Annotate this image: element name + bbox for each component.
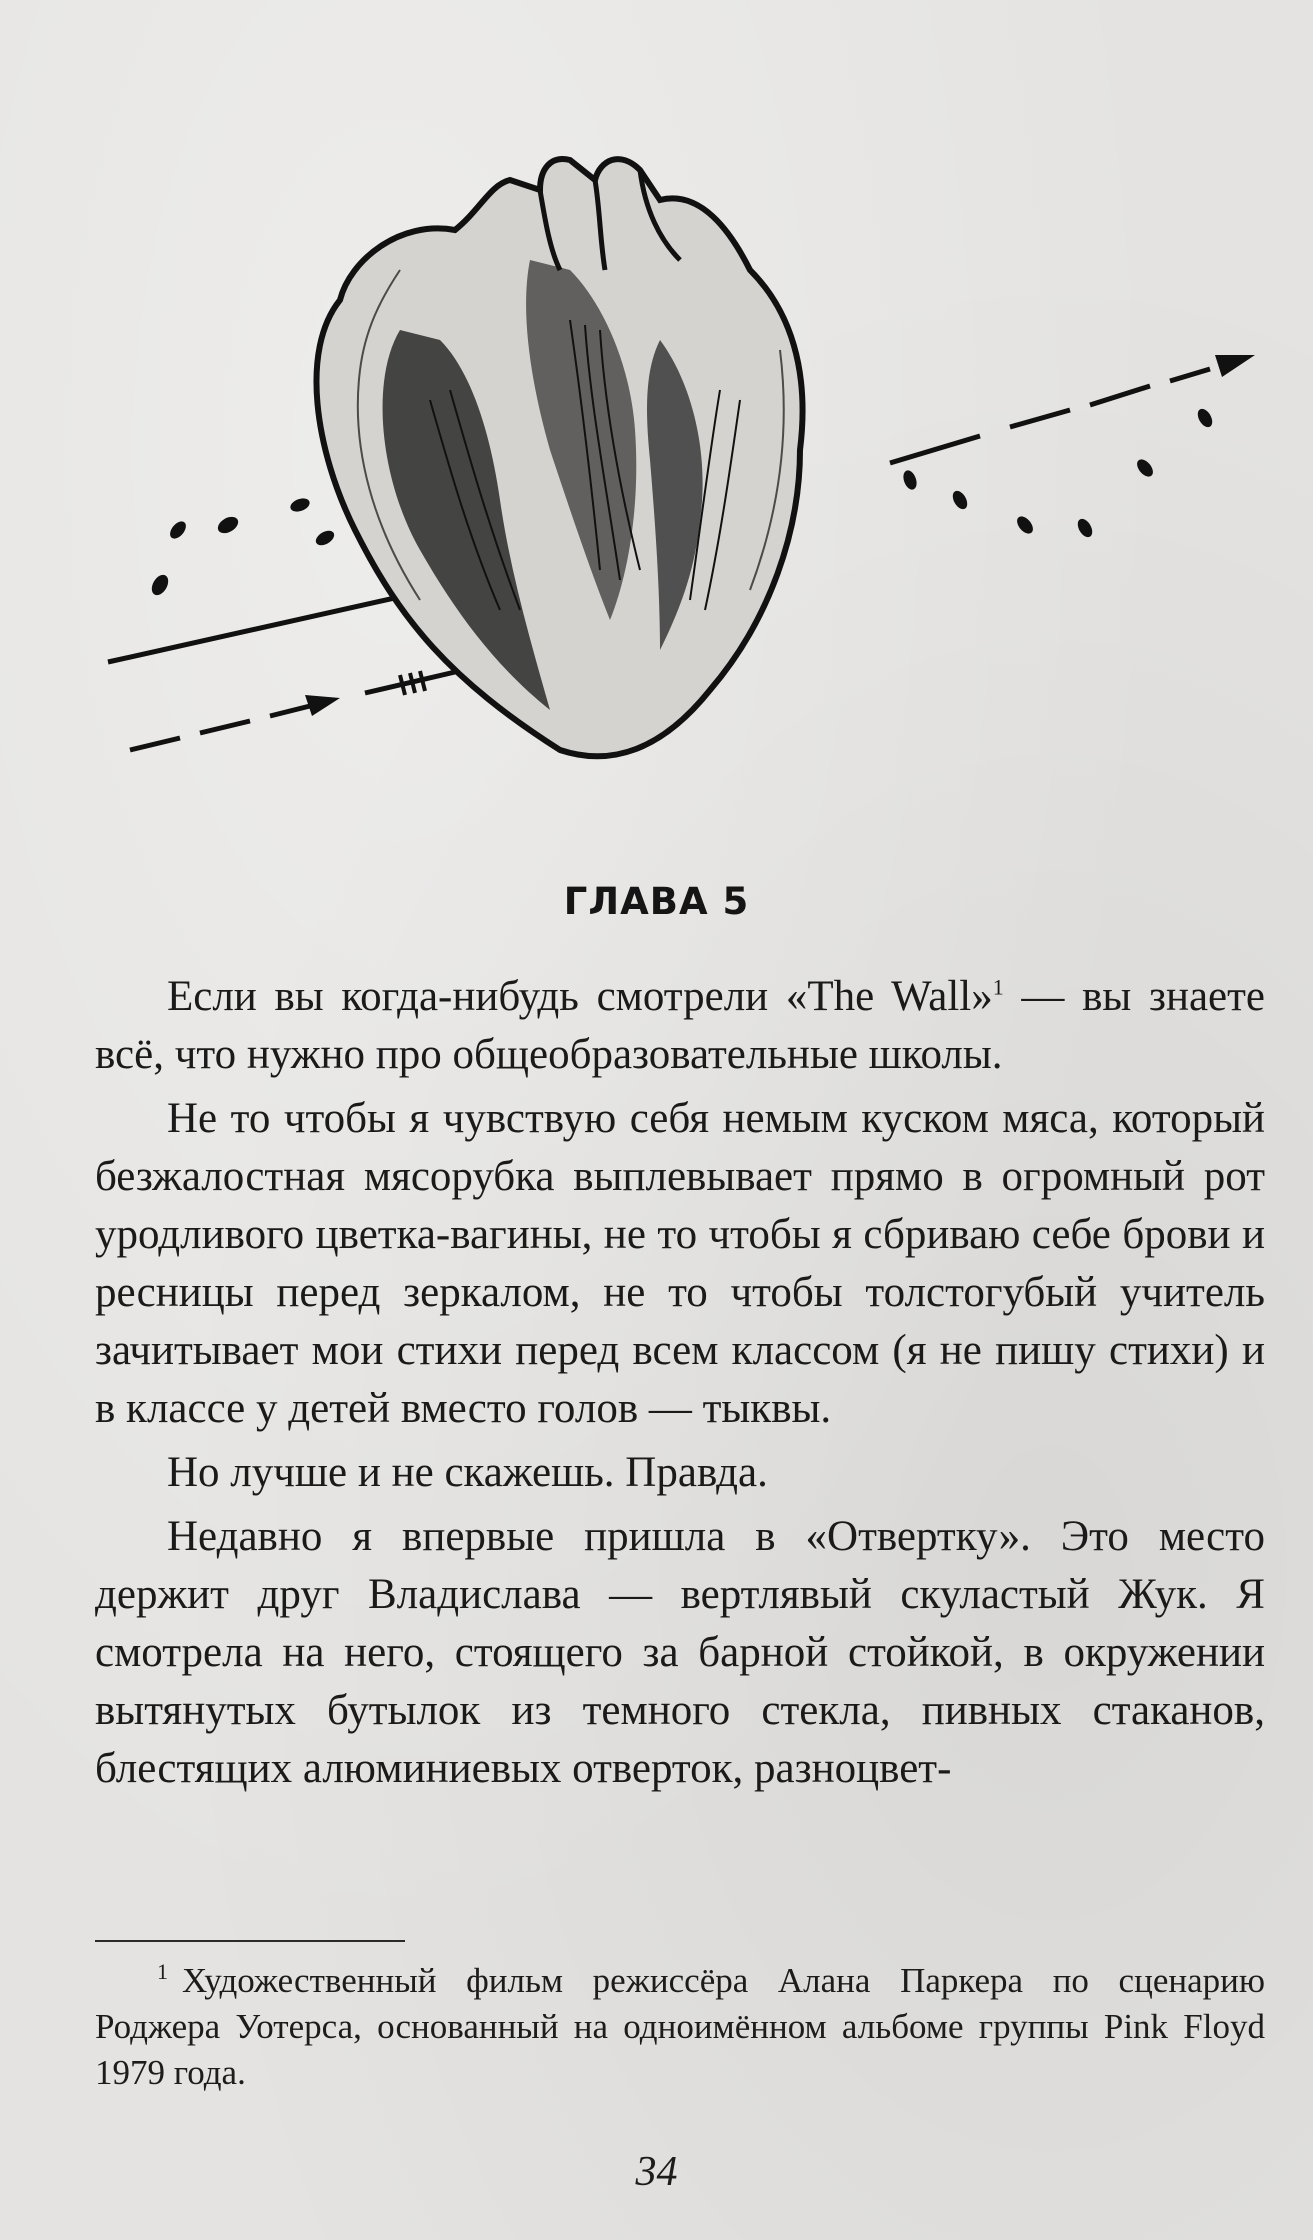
- paragraph-text: — вы знаете всё, что нужно про общеобразовательные школы.: [95, 973, 1266, 1078]
- paragraph: [95, 968, 1265, 1084]
- page-number: 34: [635, 2149, 678, 2195]
- chapter-body: [95, 968, 1265, 1804]
- paragraph: Не то чтобы я чувствую себя немым куском мяса, который безжалостная мясорубка выплевывает прямо в огромный рот уродливого цветка-вагины, не то чтобы я сбриваю себе брови и ресницы перед зеркалом, не то чтобы толстогубый учитель зачитывает мои стихи перед всем классом (я не пишу стихи) и в классе у детей вместо голов — тыквы.: [95, 1095, 1265, 1432]
- footnote-divider: [95, 1940, 405, 1942]
- paragraph: Но лучше и не скажешь. Правда.: [167, 1449, 768, 1496]
- footnote-reference[interactable]: 1: [992, 974, 1004, 1000]
- footnote-text: Художественный фильм режиссёра Алана Паркера по сценарию Роджера Уотерса, основанный на одноимённом альбоме группы Pink Floyd 1979 года.: [95, 1961, 1265, 2092]
- paragraph: Недавно я впервые пришла в «Отвертку». Это место держит друг Владислава — вертлявый скуластый Жук. Я смотрела на него, стоящего за барной стойкой, в окружении вытянутых бутылок из темного стекла, пивных стаканов, блестящих алюминиевых отверток, разноцвет-: [95, 1513, 1265, 1792]
- chapter-title: ГЛАВА 5: [563, 880, 750, 923]
- paragraph-text: Если вы когда-нибудь смотрели «The Wall»: [167, 973, 993, 1020]
- anatomical-heart-icon: [100, 150, 1270, 790]
- footnote: 1 Художественный фильм режиссёра Алана Паркера по сценарию Роджера Уотерса, основанный на одноимённом альбоме группы Pink Floyd 1979 года.: [95, 1959, 1265, 2092]
